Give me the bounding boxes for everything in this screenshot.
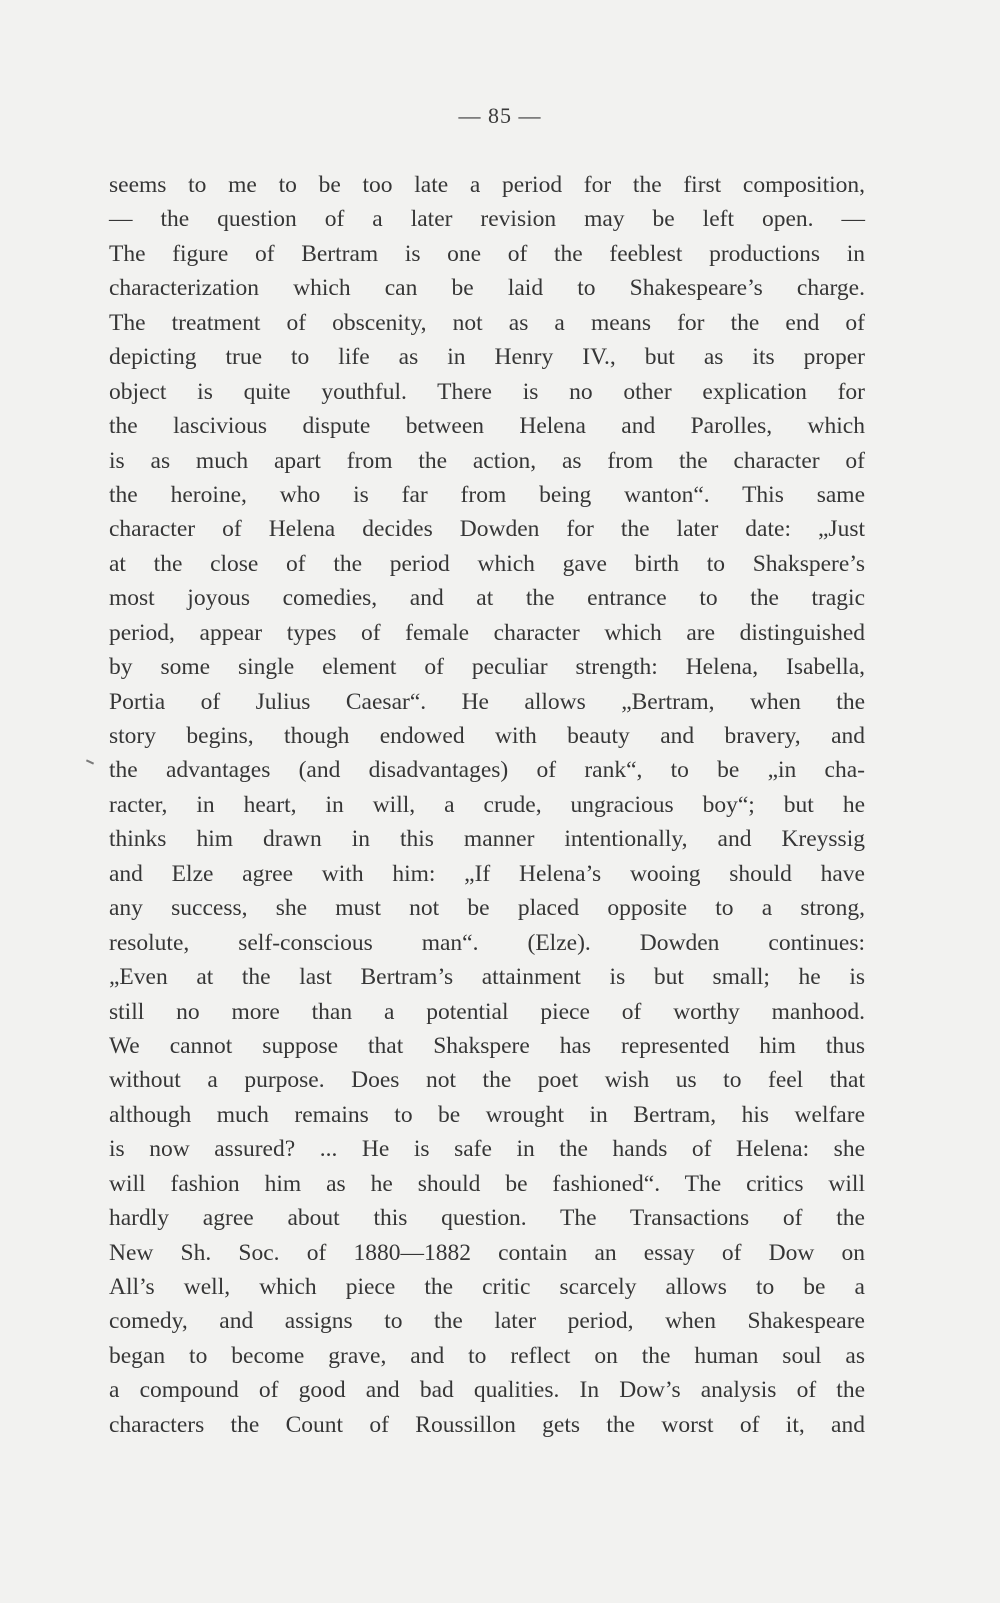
- text-line: will fashion him as he should be fashioned“. The critics will: [109, 1170, 865, 1197]
- text-line: characterization which can be laid to Shakespeare’s charge.: [109, 275, 865, 302]
- text-line: at the close of the period which gave birth to Shakspere’s: [109, 550, 865, 577]
- text-line: and Elze agree with him: „If Helena’s wooing should have: [109, 860, 865, 887]
- text-line: The treatment of obscenity, not as a means for the end of: [109, 309, 865, 336]
- text-line: character of Helena decides Dowden for the later date: „Just: [109, 516, 865, 543]
- text-line: without a purpose. Does not the poet wish us to feel that: [109, 1067, 865, 1094]
- page-number: — 85 —: [458, 103, 542, 128]
- text-line: Portia of Julius Caesar“. He allows „Bertram, when the: [109, 688, 865, 715]
- text-line: characters the Count of Roussillon gets the worst of it, and: [109, 1411, 865, 1438]
- text-line: is as much apart from the action, as from the character of: [109, 447, 865, 474]
- text-line: — the question of a later revision may be left open. —: [109, 206, 865, 233]
- text-line: The figure of Bertram is one of the feeblest productions in: [109, 240, 865, 267]
- text-line: seems to me to be too late a period for the first composition,: [109, 172, 865, 198]
- text-line: object is quite youthful. There is no other explication for: [109, 378, 865, 405]
- text-line: by some single element of peculiar strength: Helena, Isabella,: [109, 654, 865, 681]
- text-line: period, appear types of female character which are distinguished: [109, 619, 865, 646]
- text-line: resolute, self-conscious man“. (Elze). Dowden continues:: [109, 929, 865, 956]
- text-line: racter, in heart, in will, a crude, ungracious boy“; but he: [109, 791, 865, 818]
- text-line: is now assured? ... He is safe in the hands of Helena: she: [109, 1136, 865, 1163]
- text-line: All’s well, which piece the critic scarcely allows to be a: [109, 1274, 865, 1300]
- text-line: any success, she must not be placed opposite to a strong,: [109, 895, 865, 922]
- margin-mark: [86, 759, 94, 764]
- text-line: still no more than a potential piece of worthy manhood.: [109, 998, 865, 1025]
- text-line: hardly agree about this question. The Transactions of the: [109, 1205, 865, 1232]
- text-line: most joyous comedies, and at the entrance to the tragic: [109, 585, 865, 612]
- text-line: depicting true to life as in Henry IV., but as its proper: [109, 344, 865, 371]
- text-line: We cannot suppose that Shakspere has represented him thus: [109, 1032, 865, 1059]
- text-line: thinks him drawn in this manner intentionally, and Kreyssig: [109, 826, 865, 853]
- text-line: the advantages (and disadvantages) of rank“, to be „in cha-: [109, 757, 865, 784]
- body-text: [109, 168, 865, 1442]
- text-line: began to become grave, and to reflect on the human soul as: [109, 1342, 865, 1369]
- text-line: story begins, though endowed with beauty and bravery, and: [109, 723, 865, 749]
- text-line: „Even at the last Bertram’s attainment is but small; he is: [109, 964, 865, 991]
- text-line: New Sh. Soc. of 1880—1882 contain an essay of Dow on: [109, 1239, 865, 1266]
- text-line: a compound of good and bad qualities. In Dow’s analysis of the: [109, 1377, 865, 1404]
- text-line: the lascivious dispute between Helena and Parolles, which: [109, 413, 865, 440]
- text-line: comedy, and assigns to the later period, when Shakespeare: [109, 1308, 865, 1335]
- text-line: although much remains to be wrought in Bertram, his welfare: [109, 1101, 865, 1128]
- text-line: the heroine, who is far from being wanton“. This same: [109, 481, 865, 508]
